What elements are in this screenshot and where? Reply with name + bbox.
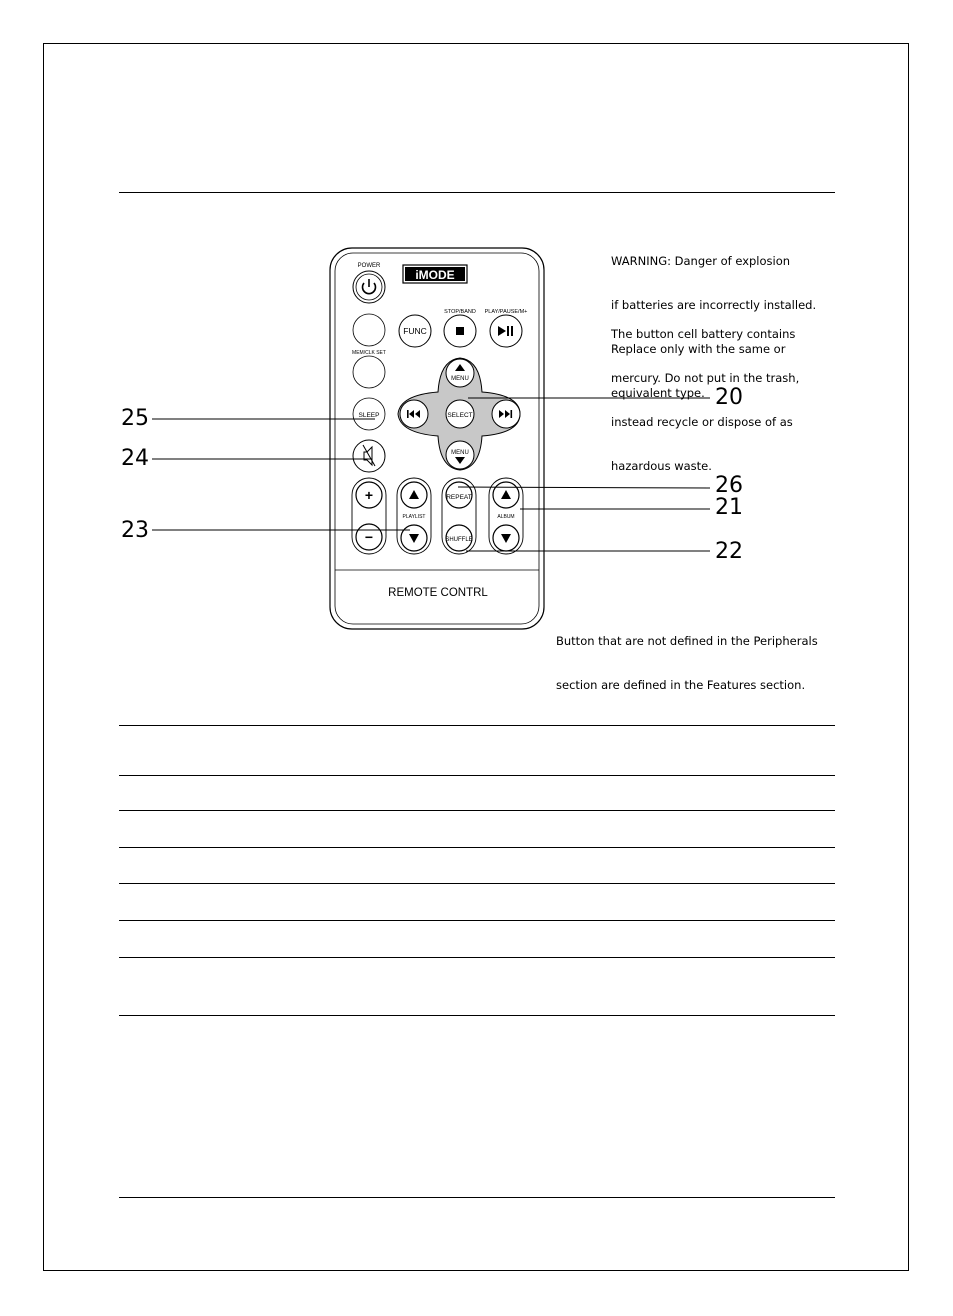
warning-line: WARNING: Danger of explosion — [611, 254, 791, 269]
battery-note-line: The button cell battery contains — [611, 327, 796, 342]
repeat-shuffle-rocker — [442, 478, 476, 554]
repeat-button[interactable] — [446, 482, 472, 508]
table-rule — [119, 775, 835, 776]
divider-bottom — [119, 1197, 835, 1198]
func-button[interactable] — [399, 315, 431, 347]
battery-note-line: instead recycle or dispose of as — [611, 414, 793, 429]
mem-clk-button[interactable] — [353, 356, 385, 388]
plus-symbol: + — [364, 487, 374, 503]
select-button[interactable] — [446, 400, 474, 428]
callout-22: 22 — [715, 539, 743, 564]
warning-line: equivalent type. — [611, 385, 705, 400]
menu-up-label: MENU — [451, 376, 469, 382]
callout-20: 20 — [715, 385, 743, 410]
shuffle-button[interactable] — [445, 525, 472, 551]
table-rule — [119, 725, 835, 726]
stop-band-button[interactable] — [444, 315, 476, 347]
album-rocker — [489, 478, 523, 554]
minus-symbol: − — [364, 529, 374, 545]
table-rule — [119, 810, 835, 811]
album-label: ALBUM — [497, 514, 515, 520]
table-rule — [119, 1015, 835, 1016]
stop-icon — [456, 327, 464, 335]
battery-note-line: mercury. Do not put in the trash, — [611, 370, 800, 385]
warning-line: if batteries are incorrectly installed. — [611, 297, 817, 312]
play-pause-label: PLAY/PAUSE/M+ — [484, 309, 528, 315]
callout-21: 21 — [715, 495, 743, 520]
shuffle-label: SHUFFLE — [445, 537, 473, 543]
warning-line: Replace only with the same or — [611, 341, 786, 356]
menu-up-button[interactable] — [446, 359, 474, 387]
func-label: FUNC — [403, 326, 427, 336]
power-label: POWER — [357, 263, 381, 269]
table-rule — [119, 883, 835, 884]
mute-button[interactable] — [353, 440, 385, 472]
footnote-line: section are defined in the Features section. — [556, 677, 806, 692]
select-label: SELECT — [447, 412, 473, 419]
sleep-button[interactable] — [353, 398, 385, 430]
playlist-rocker — [397, 478, 431, 554]
playlist-up-button[interactable] — [401, 482, 427, 508]
callout-25: 25 — [121, 406, 149, 431]
table-rule — [119, 847, 835, 848]
album-down-button[interactable] — [493, 525, 519, 551]
table-rule — [119, 920, 835, 921]
remote-footer-label: REMOTE CONTRL — [388, 587, 488, 599]
album-up-button[interactable] — [493, 482, 519, 508]
play-pause-button[interactable] — [490, 315, 522, 347]
table-rule — [119, 957, 835, 958]
battery-note-line: hazardous waste. — [611, 458, 712, 473]
remote-body-outer — [330, 248, 544, 629]
next-button[interactable] — [492, 400, 520, 428]
menu-down-label: MENU — [451, 450, 469, 456]
sleep-label: SLEEP — [358, 412, 380, 419]
footnote-line: Button that are not defined in the Peripherals — [556, 634, 818, 649]
playlist-down-button[interactable] — [401, 525, 427, 551]
playlist-label: PLAYLIST — [402, 514, 426, 520]
previous-button[interactable] — [400, 400, 428, 428]
power-button[interactable] — [353, 271, 385, 303]
mem-clk-label: MEM/CLK SET — [352, 350, 386, 356]
callout-23: 23 — [121, 518, 149, 543]
stop-band-label: STOP/BAND — [444, 309, 476, 315]
volume-up-button[interactable] — [356, 482, 382, 508]
callout-24: 24 — [121, 446, 149, 471]
volume-rocker — [352, 478, 386, 554]
brand-logo — [403, 265, 467, 283]
volume-down-button[interactable] — [356, 524, 382, 550]
repeat-label: REPEAT — [446, 494, 472, 501]
blank-button-1[interactable] — [353, 314, 385, 346]
callout-26: 26 — [715, 473, 743, 498]
menu-down-button[interactable] — [446, 441, 474, 469]
brand-text: iMODE — [415, 268, 455, 282]
